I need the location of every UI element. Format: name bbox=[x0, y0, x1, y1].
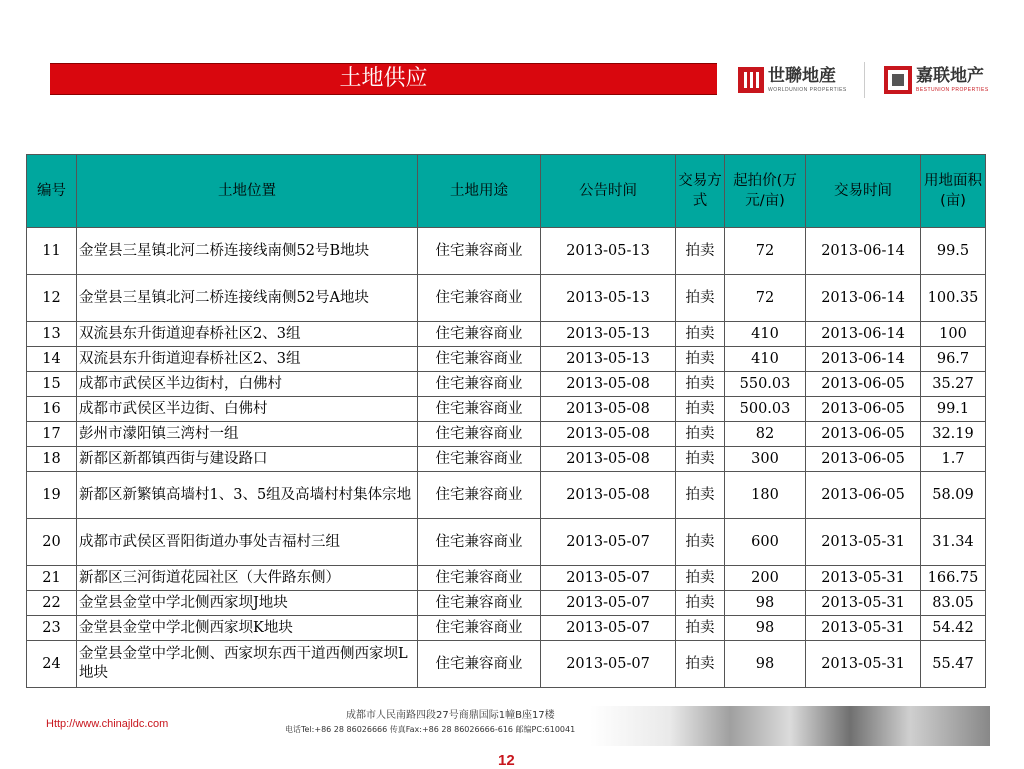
cell-method: 拍卖 bbox=[676, 275, 725, 322]
cell-method: 拍卖 bbox=[676, 472, 725, 519]
cell-use: 住宅兼容商业 bbox=[418, 275, 541, 322]
cell-deal-time: 2013-06-14 bbox=[806, 275, 921, 322]
cell-deal-time: 2013-05-31 bbox=[806, 566, 921, 591]
cell-price: 72 bbox=[725, 275, 806, 322]
table-body bbox=[27, 228, 986, 688]
table-row bbox=[27, 228, 986, 275]
cell-method: 拍卖 bbox=[676, 372, 725, 397]
cell-announce: 2013-05-13 bbox=[541, 228, 676, 275]
cell-method: 拍卖 bbox=[676, 228, 725, 275]
cell-location: 新都区新都镇西街与建设路口 bbox=[77, 447, 418, 472]
cell-no: 16 bbox=[27, 397, 77, 422]
cell-announce: 2013-05-07 bbox=[541, 591, 676, 616]
header-use: 土地用途 bbox=[418, 155, 541, 228]
cell-location: 成都市武侯区晋阳街道办事处吉福村三组 bbox=[77, 519, 418, 566]
header-area: 用地面积(亩) bbox=[921, 155, 986, 228]
cell-location: 金堂县金堂中学北侧西家坝J地块 bbox=[77, 591, 418, 616]
cell-method: 拍卖 bbox=[676, 422, 725, 447]
cell-no: 11 bbox=[27, 228, 77, 275]
cell-use: 住宅兼容商业 bbox=[418, 447, 541, 472]
cell-location: 成都市武侯区半边街村，白佛村 bbox=[77, 372, 418, 397]
title-bar bbox=[50, 63, 717, 95]
table-row bbox=[27, 347, 986, 372]
cell-deal-time: 2013-05-31 bbox=[806, 519, 921, 566]
cell-price: 410 bbox=[725, 347, 806, 372]
table-row bbox=[27, 472, 986, 519]
table-row bbox=[27, 322, 986, 347]
cell-announce: 2013-05-13 bbox=[541, 322, 676, 347]
cell-area: 1.7 bbox=[921, 447, 986, 472]
cell-area: 31.34 bbox=[921, 519, 986, 566]
cell-area: 35.27 bbox=[921, 372, 986, 397]
bestunion-logo-cn: 嘉联地产 bbox=[916, 66, 984, 86]
cell-no: 15 bbox=[27, 372, 77, 397]
land-supply-table bbox=[26, 154, 986, 688]
cell-location: 新都区三河街道花园社区（大件路东侧） bbox=[77, 566, 418, 591]
cell-no: 12 bbox=[27, 275, 77, 322]
cell-location: 成都市武侯区半边街、白佛村 bbox=[77, 397, 418, 422]
cell-area: 96.7 bbox=[921, 347, 986, 372]
table-row bbox=[27, 566, 986, 591]
cell-no: 18 bbox=[27, 447, 77, 472]
cell-method: 拍卖 bbox=[676, 447, 725, 472]
cell-method: 拍卖 bbox=[676, 347, 725, 372]
cell-method: 拍卖 bbox=[676, 322, 725, 347]
cell-area: 166.75 bbox=[921, 566, 986, 591]
cell-area: 99.5 bbox=[921, 228, 986, 275]
slide-title: 土地供应 bbox=[339, 66, 428, 91]
cell-no: 24 bbox=[27, 641, 77, 688]
cell-price: 600 bbox=[725, 519, 806, 566]
footer-url: Http://www.chinajldc.com bbox=[46, 718, 169, 730]
cell-area: 100 bbox=[921, 322, 986, 347]
footer-address: 成都市人民南路四段27号商鼎国际1幢B座17楼 bbox=[346, 710, 555, 721]
cell-announce: 2013-05-08 bbox=[541, 447, 676, 472]
header-start-price: 起拍价(万元/亩) bbox=[725, 155, 806, 228]
cell-announce: 2013-05-08 bbox=[541, 397, 676, 422]
cell-deal-time: 2013-06-05 bbox=[806, 422, 921, 447]
header-method: 交易方式 bbox=[676, 155, 725, 228]
bestunion-logo-icon bbox=[884, 66, 912, 94]
cell-deal-time: 2013-06-05 bbox=[806, 372, 921, 397]
cell-area: 58.09 bbox=[921, 472, 986, 519]
cell-location: 金堂县三星镇北河二桥连接线南侧52号A地块 bbox=[77, 275, 418, 322]
cell-announce: 2013-05-08 bbox=[541, 472, 676, 519]
cell-price: 98 bbox=[725, 616, 806, 641]
cell-use: 住宅兼容商业 bbox=[418, 372, 541, 397]
cell-no: 20 bbox=[27, 519, 77, 566]
cell-announce: 2013-05-07 bbox=[541, 641, 676, 688]
cell-announce: 2013-05-13 bbox=[541, 347, 676, 372]
table-row bbox=[27, 447, 986, 472]
cell-use: 住宅兼容商业 bbox=[418, 472, 541, 519]
cell-price: 410 bbox=[725, 322, 806, 347]
cell-price: 98 bbox=[725, 591, 806, 616]
table-row bbox=[27, 591, 986, 616]
cell-use: 住宅兼容商业 bbox=[418, 616, 541, 641]
cell-use: 住宅兼容商业 bbox=[418, 397, 541, 422]
cell-location: 新都区新繁镇高墙村1、3、5组及高墙村村集体宗地 bbox=[77, 472, 418, 519]
cell-no: 14 bbox=[27, 347, 77, 372]
cell-announce: 2013-05-07 bbox=[541, 519, 676, 566]
cell-no: 21 bbox=[27, 566, 77, 591]
cell-area: 54.42 bbox=[921, 616, 986, 641]
cell-use: 住宅兼容商业 bbox=[418, 519, 541, 566]
cell-location: 金堂县金堂中学北侧西家坝K地块 bbox=[77, 616, 418, 641]
cell-announce: 2013-05-07 bbox=[541, 566, 676, 591]
cell-deal-time: 2013-05-31 bbox=[806, 591, 921, 616]
header-location: 土地位置 bbox=[77, 155, 418, 228]
cell-location: 彭州市濛阳镇三湾村一组 bbox=[77, 422, 418, 447]
cell-method: 拍卖 bbox=[676, 616, 725, 641]
cell-area: 100.35 bbox=[921, 275, 986, 322]
header-deal-time: 交易时间 bbox=[806, 155, 921, 228]
table-row bbox=[27, 275, 986, 322]
cell-area: 55.47 bbox=[921, 641, 986, 688]
cell-area: 99.1 bbox=[921, 397, 986, 422]
cell-deal-time: 2013-06-05 bbox=[806, 397, 921, 422]
table-row bbox=[27, 397, 986, 422]
cell-announce: 2013-05-08 bbox=[541, 372, 676, 397]
cell-location: 双流县东升街道迎春桥社区2、3组 bbox=[77, 322, 418, 347]
cell-deal-time: 2013-05-31 bbox=[806, 616, 921, 641]
cell-area: 32.19 bbox=[921, 422, 986, 447]
cell-no: 13 bbox=[27, 322, 77, 347]
cell-deal-time: 2013-06-14 bbox=[806, 228, 921, 275]
cell-no: 22 bbox=[27, 591, 77, 616]
cell-method: 拍卖 bbox=[676, 519, 725, 566]
table-row bbox=[27, 422, 986, 447]
header-no: 编号 bbox=[27, 155, 77, 228]
footer-decorative-image bbox=[590, 706, 990, 746]
cell-deal-time: 2013-06-14 bbox=[806, 322, 921, 347]
bestunion-logo-en: BESTUNION PROPERTIES bbox=[916, 87, 989, 93]
cell-deal-time: 2013-06-14 bbox=[806, 347, 921, 372]
cell-use: 住宅兼容商业 bbox=[418, 322, 541, 347]
cell-deal-time: 2013-05-31 bbox=[806, 641, 921, 688]
cell-method: 拍卖 bbox=[676, 397, 725, 422]
table-row bbox=[27, 641, 986, 688]
cell-announce: 2013-05-08 bbox=[541, 422, 676, 447]
cell-no: 19 bbox=[27, 472, 77, 519]
worldunion-logo-en: WORLDUNION PROPERTIES bbox=[768, 87, 847, 93]
table-row bbox=[27, 372, 986, 397]
table-row bbox=[27, 616, 986, 641]
cell-price: 72 bbox=[725, 228, 806, 275]
cell-method: 拍卖 bbox=[676, 641, 725, 688]
cell-use: 住宅兼容商业 bbox=[418, 422, 541, 447]
cell-deal-time: 2013-06-05 bbox=[806, 472, 921, 519]
cell-use: 住宅兼容商业 bbox=[418, 228, 541, 275]
cell-use: 住宅兼容商业 bbox=[418, 566, 541, 591]
cell-location: 金堂县金堂中学北侧、西家坝东西干道西侧西家坝L地块 bbox=[77, 641, 418, 688]
cell-price: 82 bbox=[725, 422, 806, 447]
worldunion-logo bbox=[738, 60, 847, 100]
cell-price: 300 bbox=[725, 447, 806, 472]
cell-location: 金堂县三星镇北河二桥连接线南侧52号B地块 bbox=[77, 228, 418, 275]
footer-contact: 电话Tel:+86 28 86026666 传真Fax:+86 28 86026666-616 邮编PC:610041 bbox=[285, 725, 576, 734]
cell-use: 住宅兼容商业 bbox=[418, 591, 541, 616]
bestunion-logo bbox=[884, 60, 989, 100]
cell-method: 拍卖 bbox=[676, 566, 725, 591]
cell-announce: 2013-05-13 bbox=[541, 275, 676, 322]
cell-announce: 2013-05-07 bbox=[541, 616, 676, 641]
cell-price: 200 bbox=[725, 566, 806, 591]
cell-location: 双流县东升街道迎春桥社区2、3组 bbox=[77, 347, 418, 372]
table-row bbox=[27, 519, 986, 566]
cell-method: 拍卖 bbox=[676, 591, 725, 616]
worldunion-logo-icon bbox=[738, 67, 764, 93]
cell-price: 500.03 bbox=[725, 397, 806, 422]
cell-no: 17 bbox=[27, 422, 77, 447]
cell-price: 98 bbox=[725, 641, 806, 688]
cell-price: 180 bbox=[725, 472, 806, 519]
cell-use: 住宅兼容商业 bbox=[418, 641, 541, 688]
logo-divider bbox=[864, 62, 865, 98]
cell-deal-time: 2013-06-05 bbox=[806, 447, 921, 472]
table-header-row bbox=[27, 155, 986, 228]
cell-use: 住宅兼容商业 bbox=[418, 347, 541, 372]
page-number: 12 bbox=[498, 752, 515, 769]
worldunion-logo-cn: 世聯地産 bbox=[768, 66, 836, 86]
cell-no: 23 bbox=[27, 616, 77, 641]
cell-price: 550.03 bbox=[725, 372, 806, 397]
cell-area: 83.05 bbox=[921, 591, 986, 616]
header-announce-time: 公告时间 bbox=[541, 155, 676, 228]
